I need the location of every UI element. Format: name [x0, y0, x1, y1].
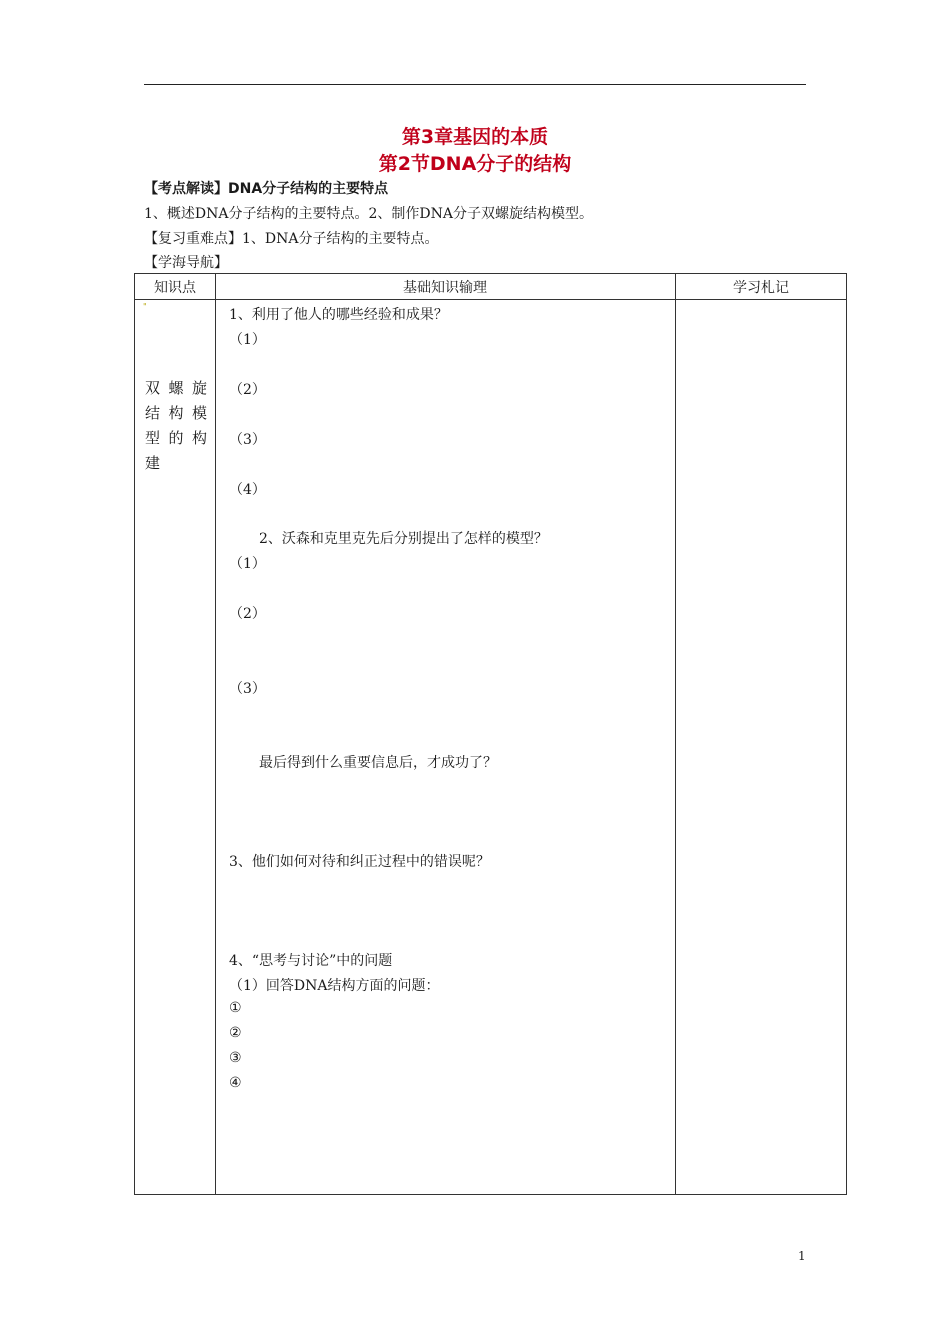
header-rule — [144, 84, 806, 85]
header-knowledge-point: 知识点 — [154, 280, 196, 296]
side-text-line: 结 构 模 — [145, 404, 207, 422]
question-2: 2、沃森和克里克先后分别提出了怎样的模型？ — [259, 531, 548, 547]
question-4: 4、“思考与讨论”中的问题 — [229, 953, 393, 969]
key-points-line — [144, 228, 439, 248]
question-1-item: （3） — [229, 432, 266, 448]
study-table — [134, 273, 847, 1195]
chapter-title: 第3章基因的本质 — [401, 126, 549, 148]
header-row-divider — [135, 299, 846, 300]
column-divider — [215, 274, 216, 1194]
navigation-label: 【学海导航】 — [144, 255, 228, 271]
question-1-item: （1） — [229, 332, 266, 348]
question-2-item: （3） — [229, 681, 266, 697]
stray-mark: " — [143, 302, 147, 311]
knowledge-point-cell — [145, 376, 207, 476]
question-4-item: ④ — [229, 1075, 242, 1091]
header-study-notes: 学习札记 — [733, 280, 789, 296]
side-text-line: 建 — [145, 454, 161, 472]
section-title: 第2节DNA分子的结构 — [378, 153, 572, 175]
question-4-item: ② — [229, 1025, 242, 1041]
header-basic-knowledge: 基础知识输理 — [403, 280, 487, 296]
question-4-subquestion: （1）回答DNA结构方面的问题： — [229, 978, 440, 994]
question-4-item: ① — [229, 1000, 242, 1016]
question-2-followup: 最后得到什么重要信息后，才成功了？ — [259, 755, 497, 771]
question-2-item: （2） — [229, 606, 266, 622]
question-3: 3、他们如何对待和纠正过程中的错误呢？ — [229, 854, 490, 870]
question-2-item: （1） — [229, 556, 266, 572]
objectives-line: 1、概述DNA分子结构的主要特点。2、制作DNA分子双螺旋结构模型。 — [144, 206, 593, 222]
question-1: 1、利用了他人的哪些经验和成果？ — [229, 307, 448, 323]
key-points-text: 1、DNA分子结构的主要特点。 — [242, 231, 439, 247]
exam-points-line — [144, 178, 388, 198]
column-divider — [675, 274, 676, 1194]
question-1-item: （2） — [229, 382, 266, 398]
page-number: 1 — [798, 1249, 806, 1263]
key-points-label: 【复习重难点】 — [144, 231, 242, 247]
exam-points-text: DNA分子结构的主要特点 — [228, 181, 389, 197]
side-text-line: 型 的 构 — [145, 429, 207, 447]
exam-points-label: 【考点解读】 — [144, 181, 228, 197]
side-text-line: 双 螺 旋 — [145, 379, 207, 397]
question-1-item: （4） — [229, 482, 266, 498]
question-4-item: ③ — [229, 1050, 242, 1066]
